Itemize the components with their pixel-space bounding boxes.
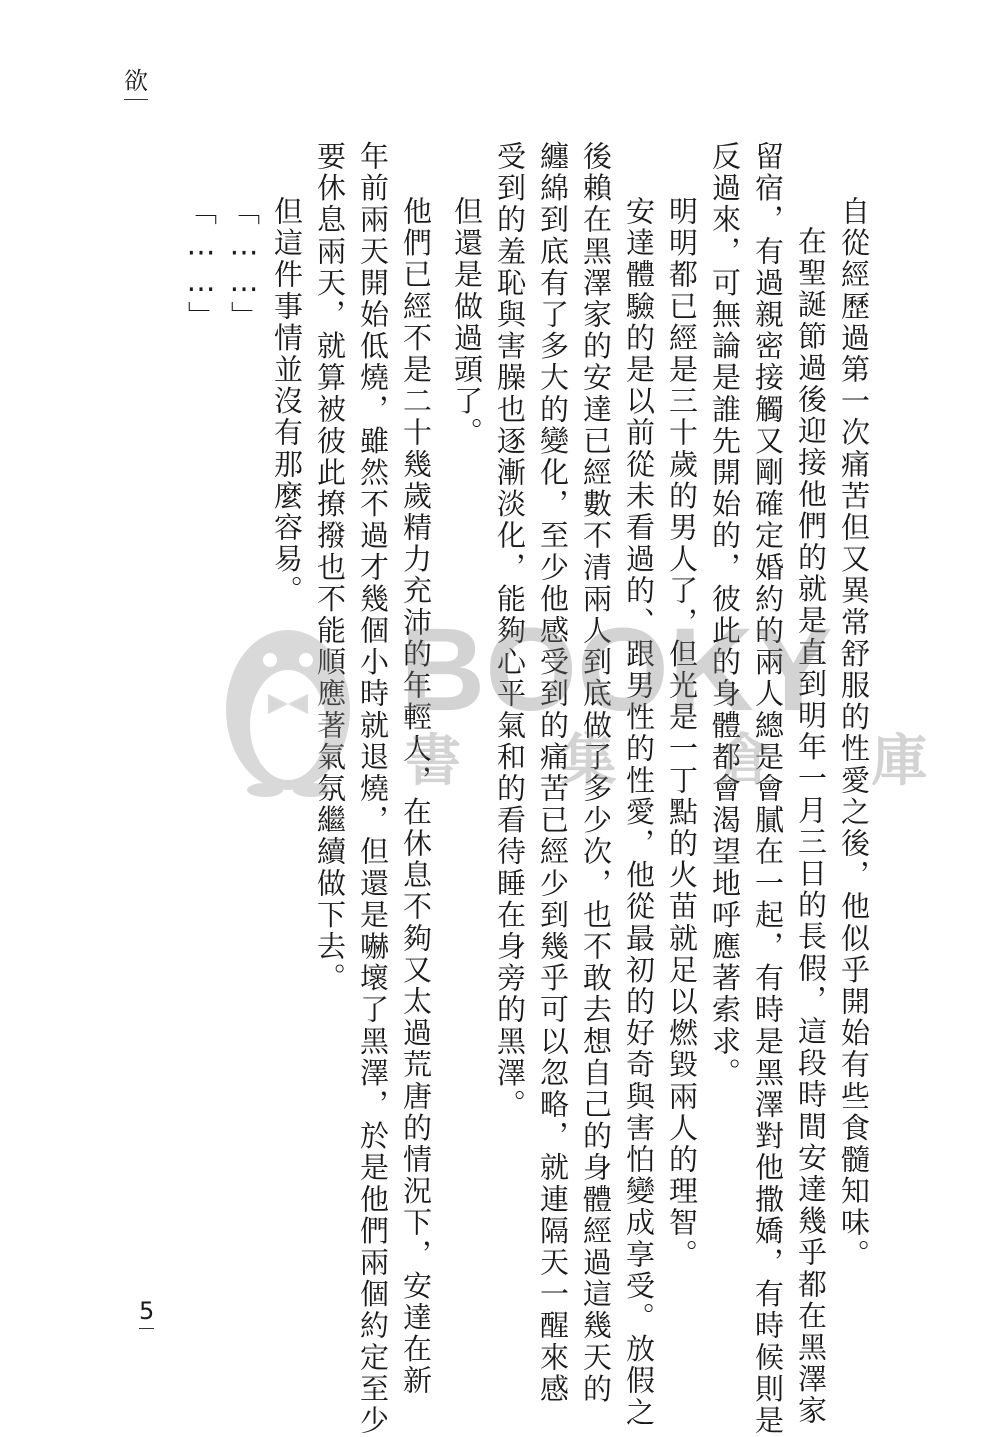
paragraph-column: 明明都已經是三十歲的男人了，但光是一丁點的火苗就足以燃毀兩人的理智。 bbox=[665, 196, 699, 1271]
running-head: 欲 bbox=[124, 66, 148, 100]
watermark-wordmark: BOOKY bbox=[400, 604, 833, 736]
paragraph-column: 纏綿到底有了多大的變化，至少他感受到的痛苦已經少到幾乎可以忽略，就連隔天一醒來感 bbox=[536, 141, 570, 1405]
paragraph-column: 但這件事情並沒有那麼容易。 bbox=[270, 196, 304, 607]
paragraph-column: 反過來，可無論是誰先開始的，彼此的身體都會渴望地呼應著索求。 bbox=[708, 141, 742, 1089]
paragraph-column: 自從經歷過第一次痛苦但又異常舒服的性愛之後，他似乎開始有些食髓知味。 bbox=[837, 196, 871, 1271]
dialogue-column: 「……」 bbox=[184, 196, 218, 333]
paragraph-column: 在聖誕節過後迎接他們的就是直到明年一月三日的長假，這段時間安達幾乎都在黑澤家 bbox=[794, 226, 828, 1427]
dialogue-column: 「……」 bbox=[227, 196, 261, 333]
watermark-subtitle: 書 集 倉 庫 bbox=[405, 729, 968, 794]
paragraph-column: 年前兩天開始低燒，雖然不過才幾個小時就退燒，但還是嚇壞了黑澤，於是他們兩個約定至少 bbox=[356, 141, 390, 1437]
paragraph-column: 但還是做過頭了。 bbox=[450, 196, 484, 449]
paragraph-column: 後賴在黑澤家的安達已經數不清兩人到底做了多少次，也不敢去想自己的身體經過這幾天的 bbox=[579, 141, 613, 1405]
page-number: 5 bbox=[139, 1296, 154, 1329]
paragraph-column: 留宿，有過親密接觸又剛確定婚約的兩人總是會膩在一起，有時是黑澤對他撒嬌，有時候則是 bbox=[751, 141, 785, 1437]
paragraph-column: 他們已經不是二十幾歲精力充沛的年輕人，在休息不夠又太過荒唐的情況下，安達在新 bbox=[399, 196, 433, 1397]
paragraph-column: 安達體驗的是以前從未看過的、跟男性的性愛，他從最初的好奇與害怕變成享受。放假之 bbox=[622, 196, 656, 1429]
paragraph-column: 要休息兩天，就算被彼此撩撥也不能順應著氣氛繼續做下去。 bbox=[313, 141, 347, 995]
paragraph-column: 受到的羞恥與害臊也逐漸淡化，能夠心平氣和的看待睡在身旁的黑澤。 bbox=[493, 141, 527, 1121]
